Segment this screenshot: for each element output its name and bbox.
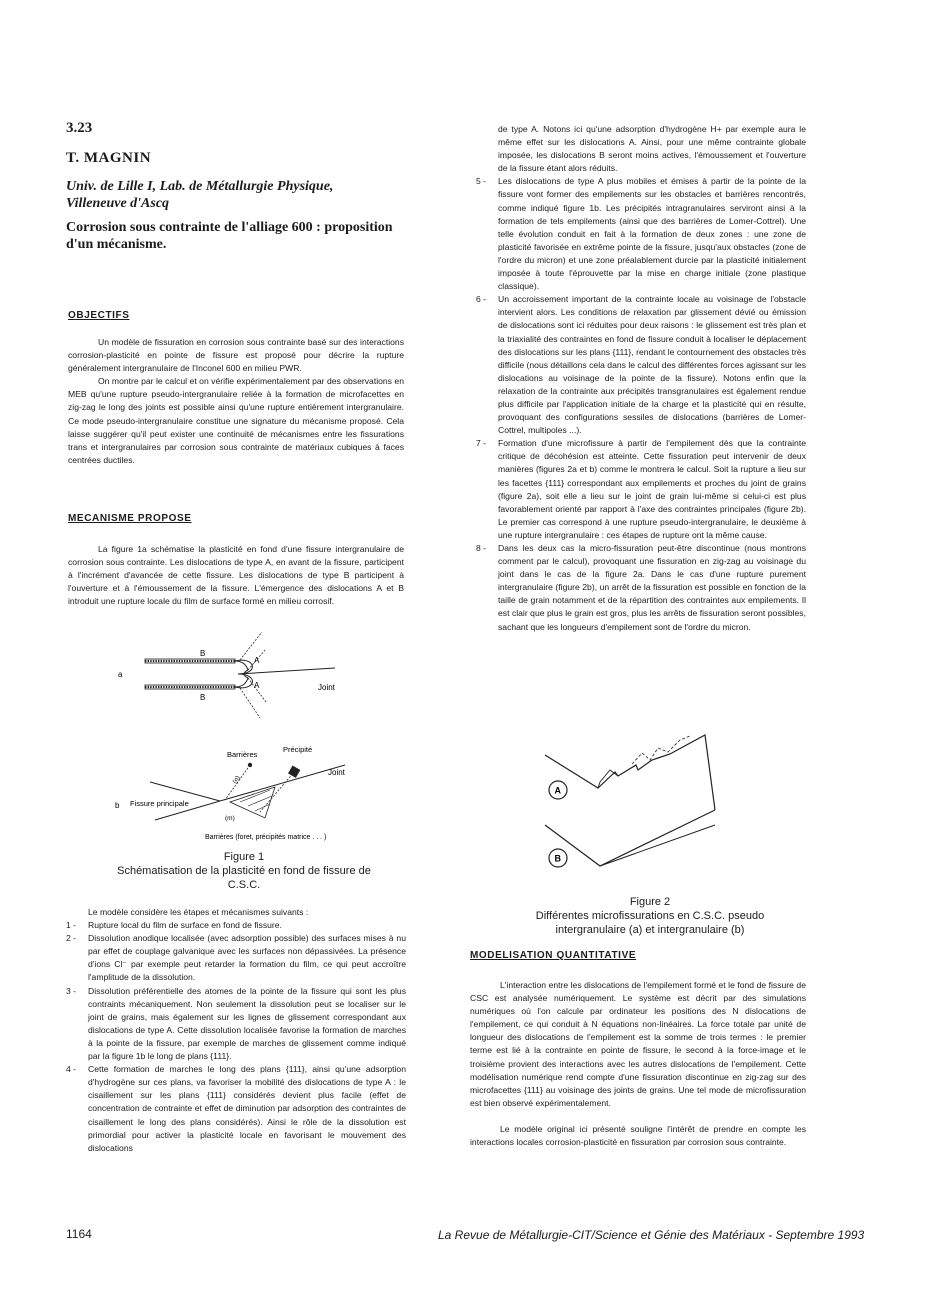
figure-1a-label: a	[118, 670, 123, 679]
figure-1-caption-text: Schématisation de la plasticité en fond de fissure de C.S.C.	[117, 865, 371, 891]
list-item	[66, 1063, 406, 1155]
steps-list-right	[476, 123, 806, 634]
list-item-text: Rupture local du film de surface en fond de fissure.	[88, 920, 282, 931]
list-item	[66, 932, 406, 984]
step-4-continuation: de type A. Notons ici qu'une adsorption d'hydrogène H+ par exemple aura le même effet sur les dislocations A. Ainsi, pour une même contrainte globale imposée, les dislocations B seront moins actives, l'émoussement et l'ouverture de la fissure étant alors réduits.	[498, 124, 806, 174]
steps-intro: Le modèle considère les étapes et mécanismes suivants :	[88, 907, 309, 917]
figure-1-drawing	[90, 630, 390, 845]
list-item-number: 5 -	[476, 176, 487, 187]
author-affiliation: Univ. de Lille I, Lab. de Métallurgie Physique, Villeneuve d'Ascq	[66, 179, 334, 211]
mecanisme-heading: MECANISME PROPOSE	[68, 513, 192, 524]
label-a-upper: A	[254, 656, 260, 665]
figure-1b-label: b	[115, 801, 120, 810]
figure-1-caption-label: Figure 1	[223, 851, 265, 863]
list-item-text: Dans les deux cas la micro-fissuration peut-être discontinue (nous montrons comment par le calcul), provoquant une fissuration en zig-zag au voisinage du joint dans le cas de la figure 2a. Dans le cas d'une rupture purement intergranulaire (figure 2b), un arrêt de la fissuration est possible en fonction de la taille de grain notamment et de la répartition des contraintes aux empilements. Il est clair que plus le grain est gros, plus les arrêts de fissuration seront possibles, sachant que les longueurs d'empilement sont de l'ordre du micron.	[498, 543, 806, 632]
precipite-label: Précipité	[283, 745, 313, 754]
barrieres-label: Barrières	[227, 750, 258, 759]
intergranular-grain-edge	[600, 825, 715, 866]
barrieres-note: Barrières (foret, précipités matrice . . . )	[205, 834, 327, 841]
objectifs-paragraph: On montre par le calcul et on vérifie expérimentalement par des observations en MEB qu'une rupture pseudo-intergranulaire reliée à la formation de microfacettes en zig-zag le long des joints est possible ainsi qu'une rupture entièrement intergranulaire. Ce mode pseudo-intergranulaire constitue une signature du mécanisme proposé. Cela laisse suggérer qu'il peut exister une continuité de mécanismes entre les fissurations trans et intergranulaires par corrosion sous contrainte de matériaux cubiques à faces centrées ductiles.	[68, 376, 404, 465]
joint-label: Joint	[318, 683, 335, 692]
figure-2-drawing	[540, 730, 800, 890]
grain-boundary-line	[238, 668, 335, 674]
list-item-text: Formation d'une microfissure à partir de l'empilement dès que la contrainte critique de décohésion est atteinte. Cette fissuration peut intervenir de deux manières (figures 2a et b) comme le montrera le calcul. Soit la rupture a lieu sur les facettes {111} correspondant aux empilements et proches du joint de grains (figure 2a), soit elle a lieu sur le joint de grain lui-même si celui-ci est plus favorablement orienté par rapport à l'axe des contraintes principales (figure 2b). Le premier cas correspond à une rupture pseudo-intergranulaire, le deuxième à une rupture intergranulaire : ces étapes de rupture ont la même cause.	[498, 438, 806, 540]
figure-2-caption-text: Différentes microfissurations en C.S.C. pseudo intergranulaire (a) et intergranulaire (b)	[535, 910, 765, 936]
objectifs-heading: OBJECTIFS	[68, 310, 130, 321]
steps-list-left	[66, 906, 406, 1155]
list-item-number: 6 -	[476, 294, 487, 305]
figure-2-caption-label: Figure 2	[629, 896, 671, 908]
list-item	[66, 919, 406, 932]
list-item-text: Cette formation de marches le long des plans {111}, ainsi qu'une adsorption d'hydrogène sur ces plans, va favoriser la mobilité des dislocations de type A : le cisaillement sur les plans {111} considérés devient plus facile (effet de concentration de contrainte et effet de diminution par adsorption des contraintes de cisaillement le long des plans considérés). Ainsi le rôle de la dissolution est primordial pour activer la plasticité locale en favorisant le mouvement des dislocations	[88, 1064, 406, 1153]
label-b-lower: B	[200, 693, 206, 702]
list-item-number: 3 -	[66, 985, 77, 996]
journal-footer: La Revue de Métallurgie-CIT/Science et Génie des Matériaux - Septembre 1993	[438, 1228, 865, 1242]
n-label: (n)	[231, 774, 242, 785]
mecanisme-body	[68, 543, 404, 608]
slip-to-precipitate	[260, 771, 295, 812]
modelisation-paragraph: L'interaction entre les dislocations de l'empilement formé et le fond de fissure de CSC est analysée numériquement. Le système est décrit par des simulations numériques où l'on calcule par ordinateur les positions des N dislocations de l'empilement, ce qui conduit à N équations non-linéaires. La force totale par unité de longueur des dislocations de l'empilement est la somme de trois termes : le premier terme est lié à la contrainte en pointe de fissure, le second à la force-image et le troisième provient des interactions avec les autres dislocations de l'empilement. Cette modélisation numérique rend compte d'une fissuration discontinue en zig-zag sur des microfacettes {111} au voisinage des joints de grains. Une tel mode de microfissuration est bien observé expérimentalement.	[470, 980, 806, 1108]
figure-2a-label: A	[554, 785, 561, 796]
list-item-number: 4 -	[66, 1064, 77, 1075]
intergranular-path	[545, 810, 715, 866]
modelisation-body	[470, 979, 806, 1149]
modelisation-heading: MODELISATION QUANTITATIVE	[470, 950, 637, 961]
list-item-text: Les dislocations de type A plus mobiles et émises à partir de la pointe de la fissure vont former des empilements sur les obstacles et barrières rencontrés, comme indiqué figure 1b. Les précipités intragranulaires serviront ainsi à la formation de tels empilements (ainsi que des barrières de Lomer-Cottrel). Une telle évolution conduit en fait à la formation de deux zones : une zone de plasticité favorisée en extrême pointe de la fissure, jusqu'aux obstacles (zone de l'ordre du micron) et une zone préalablement durcie par la plasticité initialement imposée à toute l'éprouvette par la mise en charge initiale (zone plastique classique).	[498, 176, 806, 292]
label-a-lower: A	[254, 681, 260, 690]
objectifs-paragraph: Un modèle de fissuration en corrosion sous contrainte basé sur des interactions corrosion-plasticité en pointe de fissure est proposé pour décrire la rupture généralement intergranulaire de l'Inconel 600 en milieu PWR.	[68, 337, 404, 374]
figure-1-caption	[106, 850, 382, 892]
list-item	[476, 542, 806, 634]
list-item	[66, 985, 406, 1064]
author-name: T. MAGNIN	[66, 150, 152, 166]
m-label: (m)	[225, 815, 235, 822]
figure-2-caption	[500, 895, 800, 937]
list-item-text: Dissolution anodique localisée (avec adsorption possible) des surfaces mises à nu par effet de couplage galvanique avec les surfaces non dépassivées. La présence d'ions Cl⁻ par exemple peut retarder la formation du film, ce qui peut accroître l'amplitude de la dissolution.	[88, 933, 406, 983]
figure-2b-label: B	[554, 853, 561, 864]
list-item	[476, 175, 806, 293]
article-title: Corrosion sous contrainte de l'alliage 600 : proposition d'un mécanisme.	[66, 220, 393, 252]
pseudo-intergranular-path	[545, 735, 715, 810]
list-item-text: Dissolution préférentielle des atomes de la pointe de la fissure qui sont les plus contraints mécaniquement. Non seulement la dissolution peut se localiser sur le joint de grains, mais également sur les lignes de glissement correspondant aux dislocations de type A. Cette dissolution localisée favorise la formation de marches à la pointe de la fissure, par exemple de marches de glissement comme indiqué par la figure 1b le long de plans {111}.	[88, 985, 406, 1062]
list-item-number: 7 -	[476, 438, 487, 449]
fissure-principale-label: Fissure principale	[130, 799, 189, 808]
list-item-number: 8 -	[476, 543, 487, 553]
dashed-facets	[632, 736, 690, 764]
list-item	[476, 437, 806, 542]
list-item-number: 2 -	[66, 933, 77, 944]
list-item-number: 1 -	[66, 920, 77, 931]
modelisation-paragraph: Le modèle original ici présenté souligne l'intérêt de prendre en compte les interactions locales corrosion-plasticité en fissuration par corrosion sous contrainte.	[470, 1123, 806, 1148]
list-item-text: Un accroissement important de la contrainte locale au voisinage de l'obstacle intervient alors. Les conditions de relaxation par glissement dévié ou émission de dislocations sont ici réduites pour deux raisons : le glissement est très plan et la triaxialité des contraintes en fond de fissure conduit à localiser le déplacement des dislocations sur les plans {111}, rendant le contournement des obstacles très difficile (nous détaillons cela dans le calcul des différentes forces agissant sur les dislocations au voisinage de la pointe de la fissure). Notons enfin que la relaxation de la contrainte aux précipités transgranulaires est également rendue plus difficile par l'application initiale de la charge et la plasticité qui en résulte, provoquant des configurations sessiles de dislocations (barrières de Lomer-Cottrel, multipoles ...).	[498, 294, 806, 436]
label-b-upper: B	[200, 649, 206, 658]
pileup-hatch	[240, 790, 270, 802]
list-item	[476, 293, 806, 437]
slip-line-b-lower	[240, 688, 260, 718]
section-number: 3.23	[66, 120, 93, 136]
mecanisme-paragraph: La figure 1a schématise la plasticité en fond d'une fissure intergranulaire de corrosion sous contrainte. Les dislocations de type A, en avant de la fissure, participent à l'incrément d'avancée de cette fissure. Les dislocations de type B participent à l'ouverture et à l'émoussement de la fissure. L'émergence des dislocations A et B introduit une rupture locale du film de surface formé en milieu corrosif.	[68, 544, 404, 607]
objectifs-body	[68, 336, 404, 467]
joint-label-b: Joint	[328, 768, 345, 777]
page-number: 1164	[66, 1227, 92, 1241]
